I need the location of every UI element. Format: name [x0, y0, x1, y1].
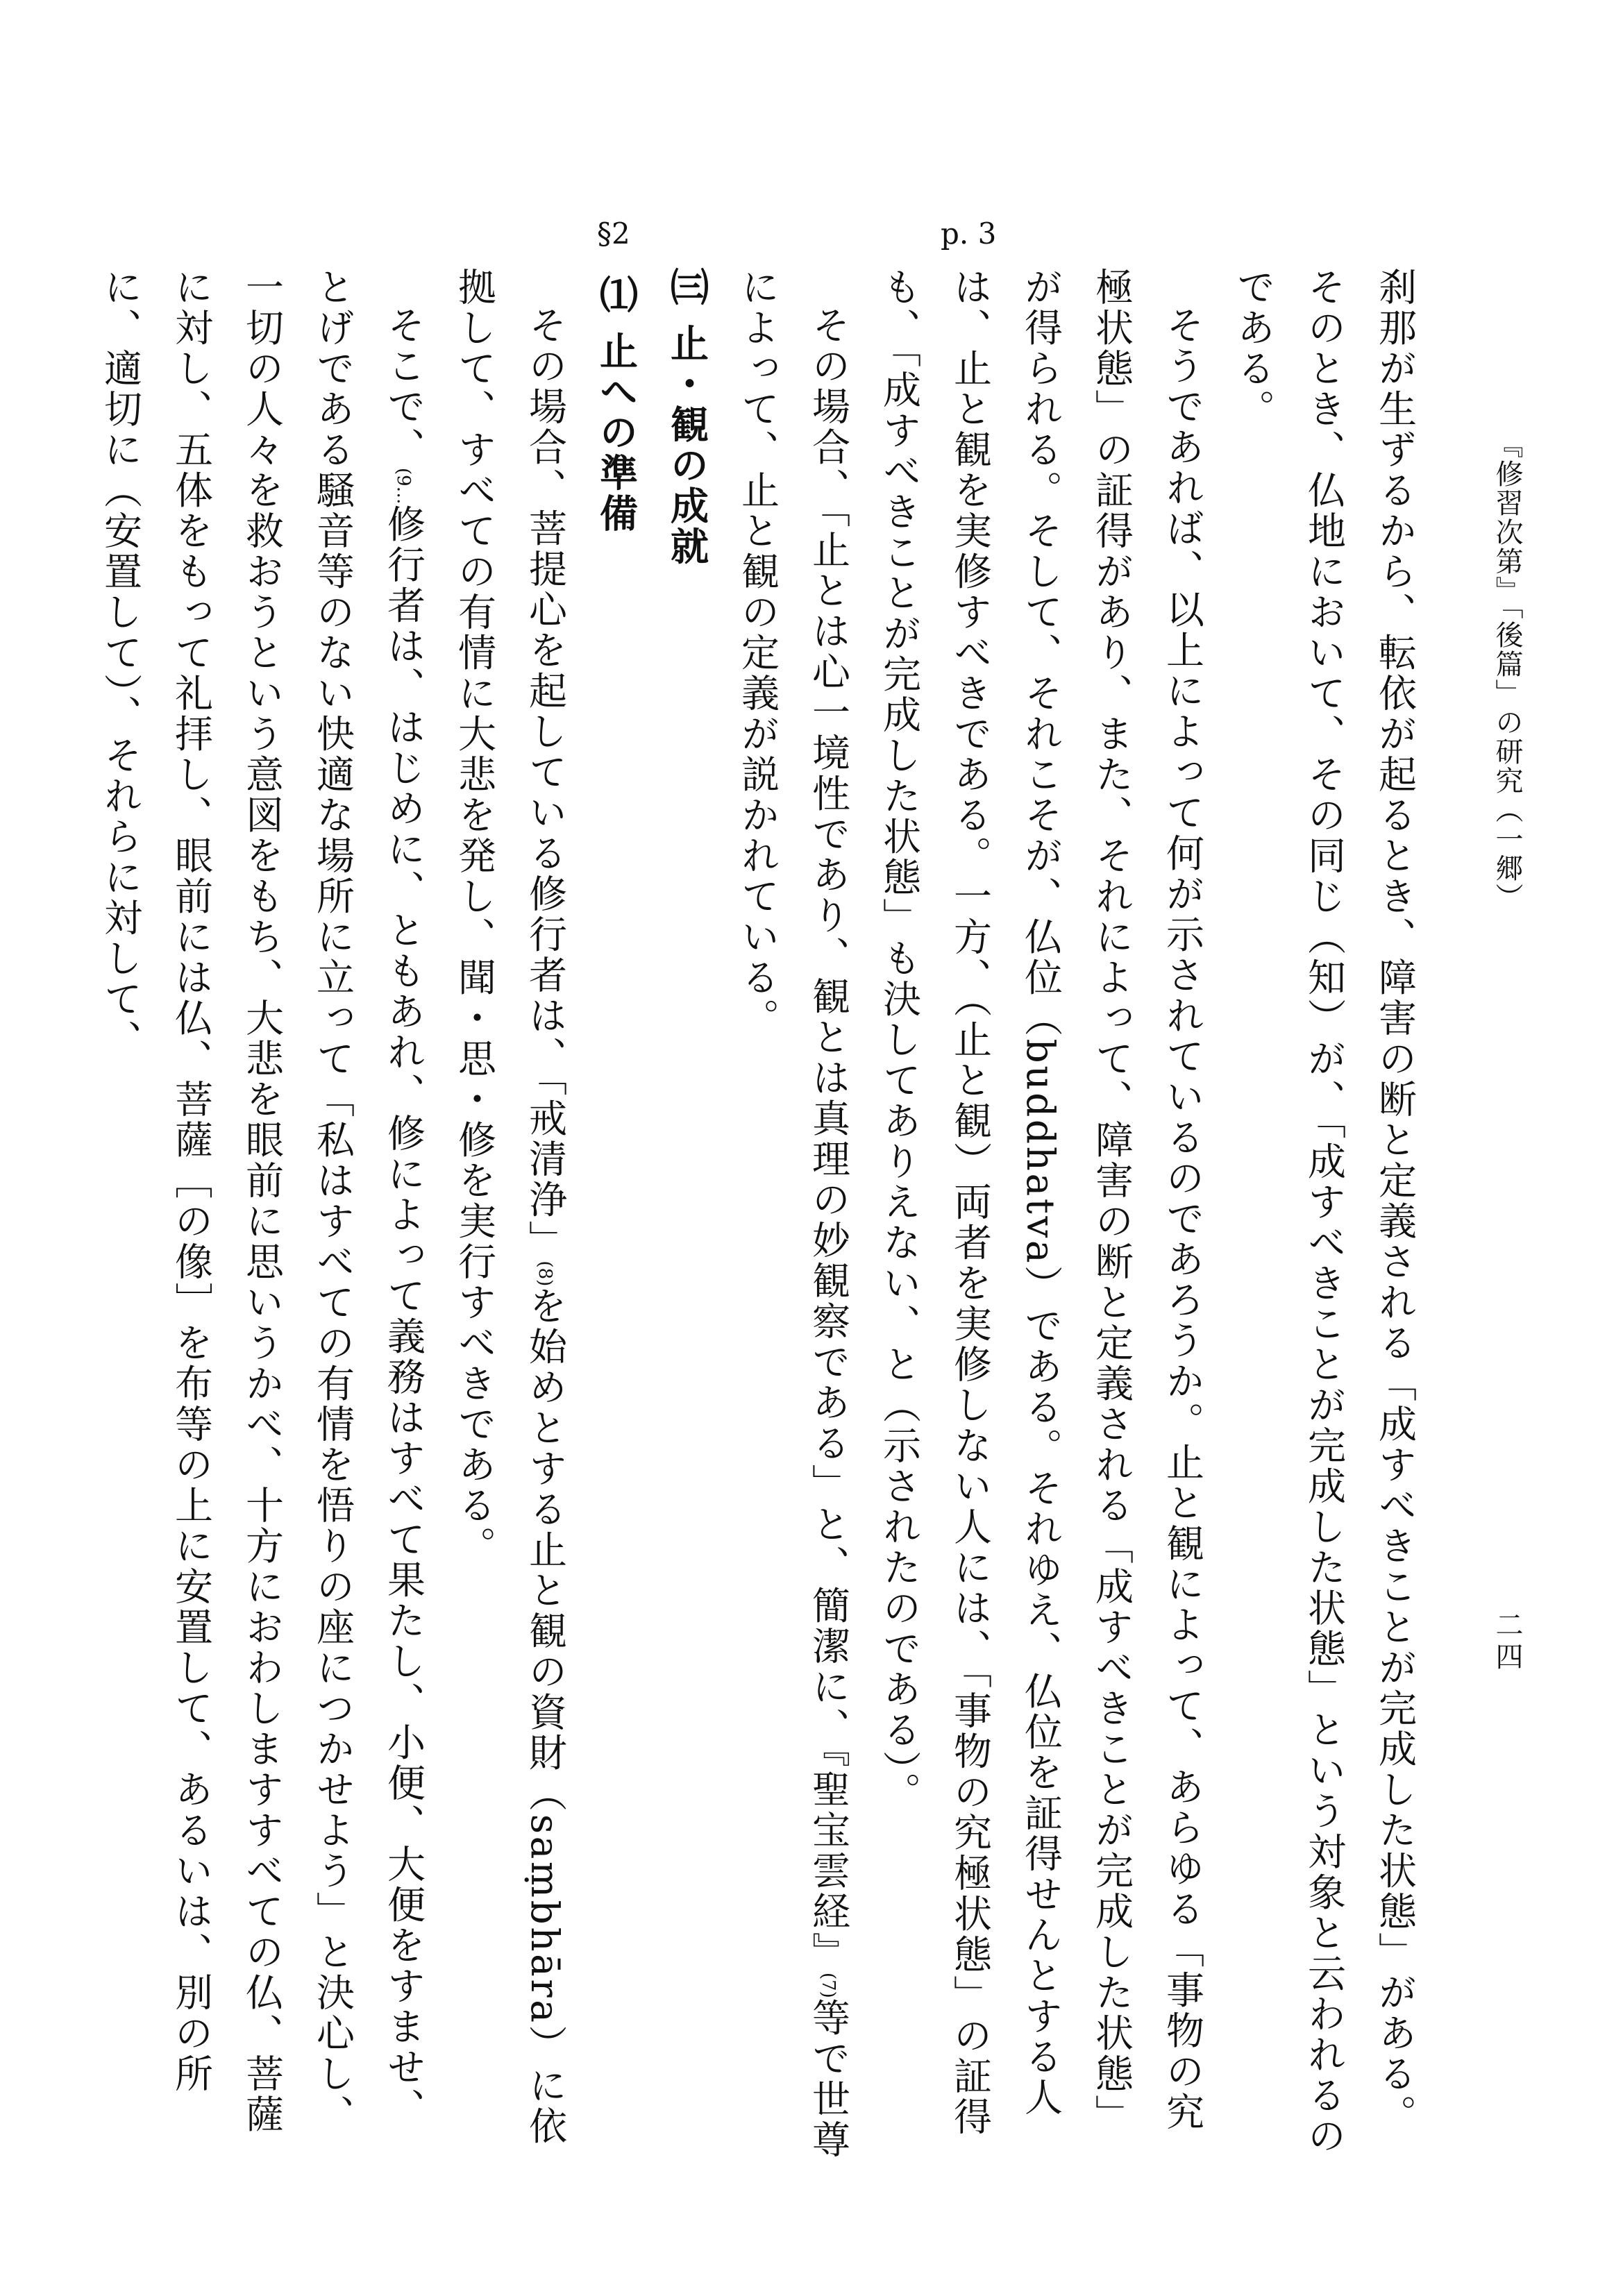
paragraph-3-text-b: 等で世尊によって、止と観の定義が説かれている。 [735, 267, 850, 2161]
footnote-ref-7: (7) [818, 1973, 839, 1998]
subsection-heading: ⑴ 止への準備 [594, 275, 638, 534]
margin-mark-s2: §2 [597, 217, 630, 251]
paragraph-1: 刹那が生ずるから、転依が起るとき、障害の断と定義される「成すべきことが完成した状態」がある。そのとき、仏地において、その同じ（知）が、「成すべきことが完成した状態」という対象と云われるのである。 [1231, 267, 1417, 2156]
paragraph-4-text-a: その場合、菩提心を起している修行者は、「戒清浄」 [523, 305, 567, 1261]
paragraph-5 [85, 267, 439, 2169]
paragraph-4 [439, 267, 580, 2169]
paragraph-5-text-b: 修行者は、はじめに、ともあれ、修によって義務はすべて果たし、小便、大便をすませ、とげである騒音等のない快適な場所に立って「私はすべての有情を悟りの座につかせよう」と決心し、一切の人々を救おうという意図をもち、大悲を眼前に思いうかべ、十方におわしますすべての仏、菩薩に対し、五体をもって礼拝し、眼前には仏、菩薩［の像］を布等の上に安置して、あるいは、別の所に、適切に（安置して）、それらに対して、 [98, 267, 426, 2135]
section-heading: ㈢ 止・観の成就 [664, 267, 709, 568]
margin-mark-p3: p. 3 [941, 217, 997, 251]
paragraph-3-text-a: その場合、「止とは心一境性であり、観とは真理の妙観察である」と、簡潔に、『聖宝雲経』 [806, 305, 850, 1973]
page-number-label: 二四 [1491, 1610, 1523, 1674]
page-number [1472, 1610, 1527, 1749]
main-text [98, 267, 1430, 2169]
paragraph-3 [722, 267, 864, 2169]
running-title: 『修習次第』「後篇」の研究（一郷） [1491, 430, 1523, 912]
running-header [1472, 430, 1527, 958]
paragraph-2: そうであれば、以上によって何が示されているのであろうか。止と観によって、あらゆる「事物の究極状態」の証得があり、また、それによって、障害の断と定義される「成すべきことが完成した状態」が得られる。そして、それこそが、仏位（buddhatva）である。それゆえ、仏位を証得せんとする人は、止と観を実修すべきである。一方、（止と観）両者を実修しない人には、「事物の究極状態」の証得も、「成すべきことが完成した状態」も決してありえない、と（示されたのである）。 [877, 267, 1204, 2138]
footnote-ref-9: (9… [393, 468, 414, 505]
paragraph-4-text-b: を始めとする止と観の資財（saṃbhāra）に依拠して、すべての有情に大悲を発し、聞・思・修を実行すべきである。 [452, 267, 567, 2147]
footnote-ref-8: (8) [535, 1260, 555, 1287]
paragraph-5-text-a: そこで、 [381, 305, 426, 468]
